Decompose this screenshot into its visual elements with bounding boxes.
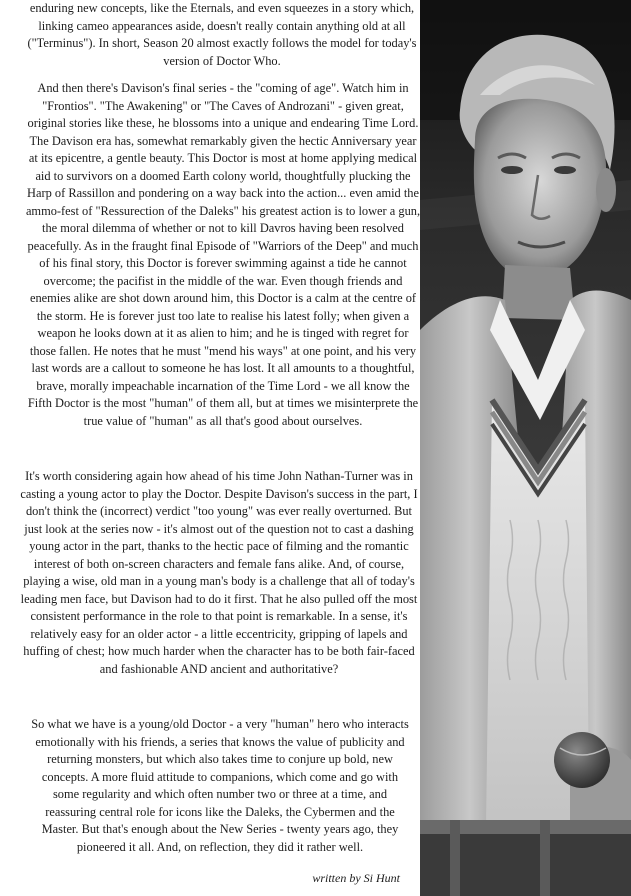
article-byline: written by Si Hunt (312, 871, 400, 885)
portrait-photo (420, 0, 631, 896)
article-paragraph-2: And then there's Davison's final series - the "coming of age". Watch him in "Frontios". "The Awakening" or "The Caves of Androzani" - given great, original stories like these, he blossoms into a unique and endearing Time Lord. The Davison era has, somewhat remarkably given the hectic Anniversary year at its epicentre, a gentle beauty. This Doctor is most at home applying medical aid to survivors on a doomed Earth colony world, thoughtfully plucking the Harp of Rassillon and pondering on a way back into the action... even amid the ammo-fest of "Ressurection of the Daleks" his greatest action is to lower a gun, the moral dilemma of whether or not to kill Davros having been resolved peacefully. As in the fraught final Episode of "Warriors of the Deep" and much of his final story, this Doctor is forever swimming against a tide he cannot overcome; the pacifist in the middle of the war. Even though friends and enemies alike are shot down around him, this Doctor is a calm at the centre of the storm. He is forever just too late to realise his latest folly; when given a weapon he looks down at it as alien to him; and he is tinged with regret for those fallen. He notes that he must "mend his ways" at one point, and his very last words are a callout to someone he has lost. It all amounts to a thoughtful, brave, morally impeachable incarnation of the Time Lord - we all know the Fifth Doctor is the most "human" of them all, but at times we misinterprete the true value of "human" as all that's good about ourselves. (25, 81, 421, 428)
article-paragraph-3: It's worth considering again how ahead of his time John Nathan-Turner was in casting a young actor to play the Doctor. Despite Davison's success in the part, I don't think the (incorrect) verdict "too young" was ever really overturned. But just look at the series now - it's almost out of the question not to cast a dashing young actor in the part, thanks to the hectic pace of filming and the romantic interest of both on-screen characters and female fans alike. And, of course, playing a wise, old man in a young man's body is a challenge that all of today's leading men face, but Davison had to do it first. That he also pulled off the most consistent performance in the role to that point is remarkable. In a sense, it's relatively easy for an older actor - a little eccentricity, gripping of lapels and huffing of chest; how much harder when the character has to be both fair-faced and fashionable AND ancient and authoritative? (20, 469, 418, 676)
portrait-photo-icon (420, 0, 631, 896)
article-paragraph-4: So what we have is a young/old Doctor - a very "human" hero who interacts emotionally with his friends, a series that knows the value of publicity and returning monsters, but which also takes time to conjure up bold, new concepts. A more fluid attitude to companions, which come and go with some regularity and which often number two or three at a time, and reassuring central role for icons like the Daleks, the Cybermen and the Master. But that's enough about the New Series - twenty years ago, they pioneered it all. And, on reflection, they did it rather well. (31, 717, 409, 854)
article-paragraph-1: enduring new concepts, like the Eternals, and even squeezes in a story which, linking cameo appearances aside, doesn't really contain anything old at all ("Terminus"). In short, Season 20 almost exactly follows the model for today's version of Doctor Who. (27, 1, 417, 68)
